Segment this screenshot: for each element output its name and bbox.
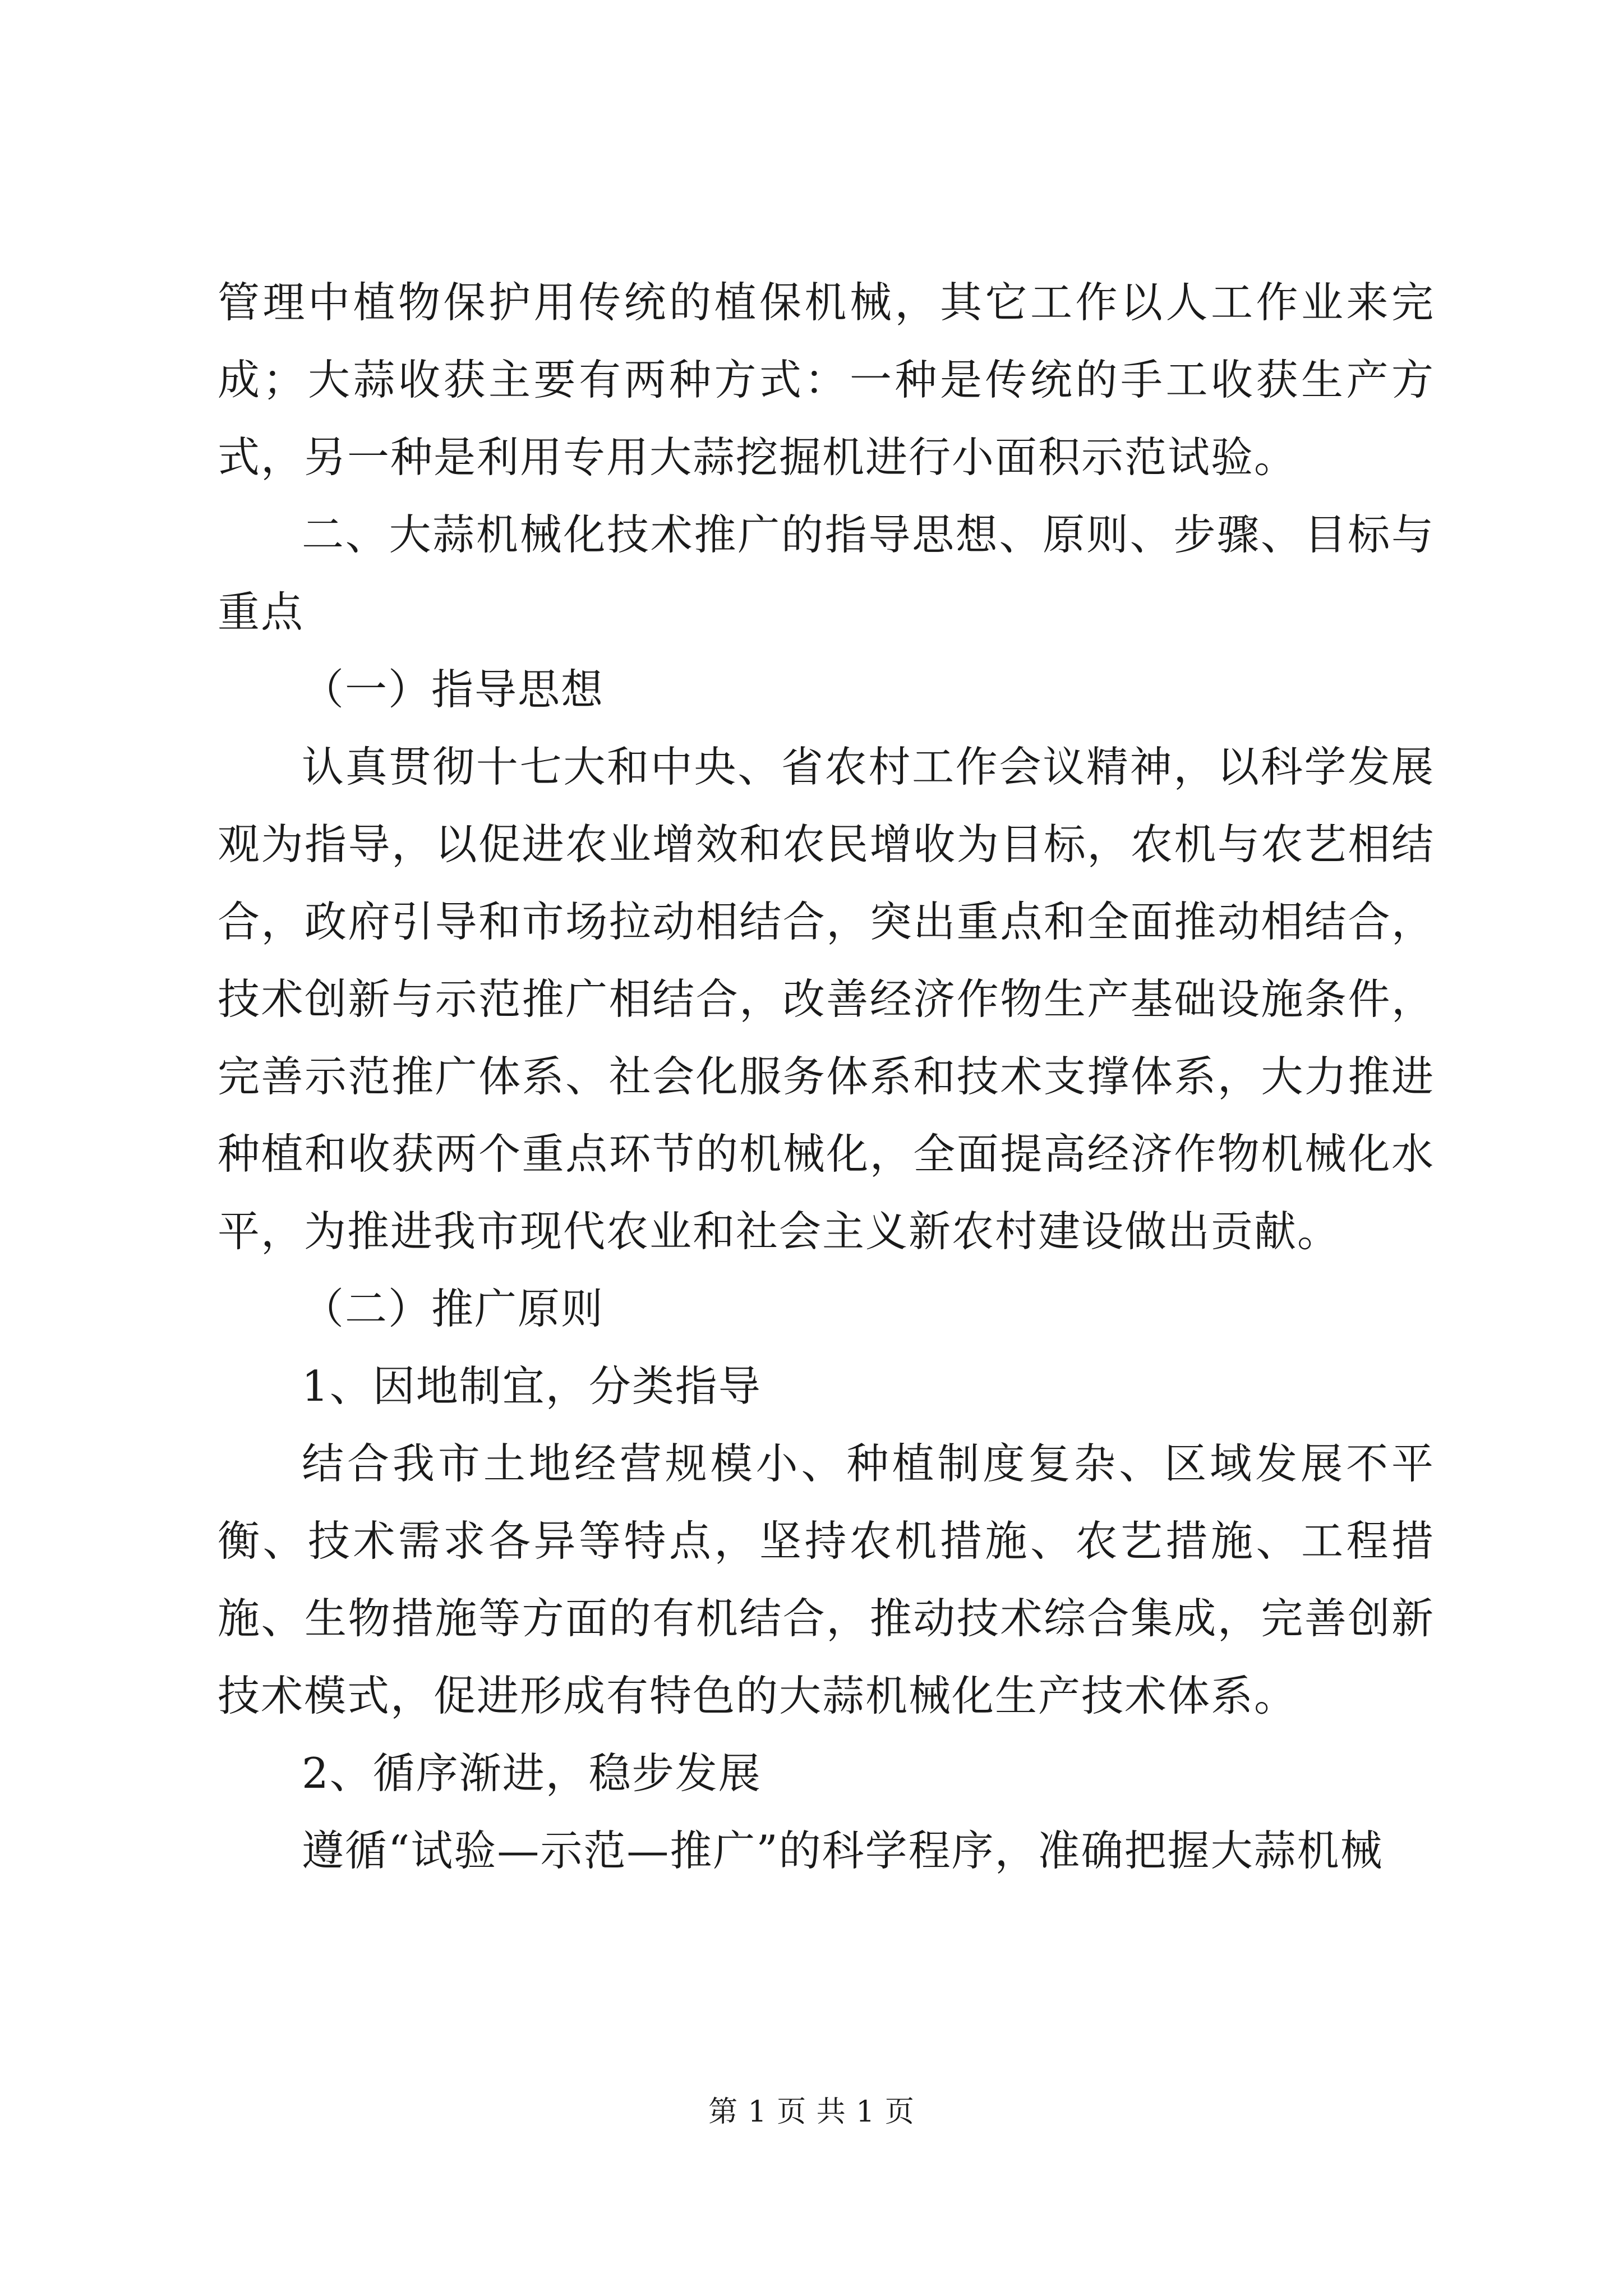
principle-1-title: 1、因地制宜，分类指导 — [302, 1361, 762, 1411]
subheading-principles: （二）推广原则 — [302, 1284, 605, 1333]
paragraph-continuation: 管理中植物保护用传统的植保机械，其它工作以人工作业来完成；大蒜收获主要有两种方式：一种是传统的手工收获生产方式，另一种是利用专用大蒜挖掘机进行小面积示范试验。 — [218, 278, 1435, 482]
paragraph-principle-2: 遵循“试验—示范—推广”的科学程序，准确把握大蒜机械 — [302, 1826, 1384, 1875]
document-body — [218, 264, 1435, 1889]
paragraph-guiding-ideology: 认真贯彻十七大和中央、省农村工作会议精神，以科学发展观为指导，以促进农业增效和农民增收为目标，农机与农艺相结合，政府引导和市场拉动相结合，突出重点和全面推动相结合，技术创新与示范推广相结合，改善经济作物生产基础设施条件，完善示范推广体系、社会化服务体系和技术支撑体系，大力推进种植和收获两个重点环节的机械化，全面提高经济作物机械化水平，为推进我市现代农业和社会主义新农村建设做出贡献。 — [218, 742, 1435, 1256]
subheading-guiding-ideology: （一）指导思想 — [302, 665, 605, 714]
principle-2-title: 2、循序渐进，稳步发展 — [302, 1749, 762, 1798]
section-heading-2: 二、大蒜机械化技术推广的指导思想、原则、步骤、目标与重点 — [218, 510, 1435, 637]
paragraph-principle-1: 结合我市土地经营规模小、种植制度复杂、区域发展不平衡、技术需求各异等特点，坚持农机措施、农艺措施、工程措施、生物措施等方面的有机结合，推动技术综合集成，完善创新技术模式，促进形成有特色的大蒜机械化生产技术体系。 — [218, 1439, 1435, 1720]
page-footer: 第 1 页 共 1 页 — [708, 2095, 915, 2129]
